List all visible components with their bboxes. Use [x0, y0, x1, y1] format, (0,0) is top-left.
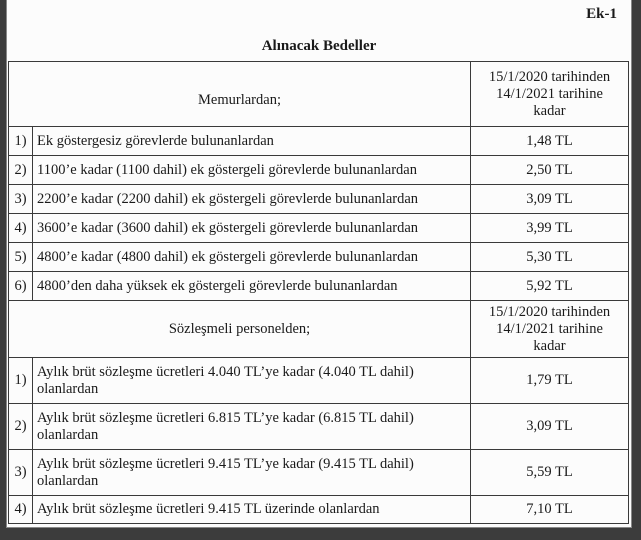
row-amount: 5,92 TL — [471, 272, 629, 301]
row-number: 2) — [9, 156, 33, 185]
table-row — [9, 496, 629, 524]
table-row — [9, 358, 629, 404]
row-number: 1) — [9, 358, 33, 404]
row-description: 2200’e kadar (2200 dahil) ek göstergeli görevlerde bulunanlardan — [33, 185, 471, 214]
section-label — [9, 62, 471, 127]
row-number: 6) — [9, 272, 33, 301]
section-header-civil-servants — [9, 62, 629, 127]
period-header-line: 15/1/2020 tarihinden — [488, 303, 611, 320]
row-number: 3) — [9, 185, 33, 214]
period-header — [471, 301, 629, 358]
row-number: 3) — [9, 450, 33, 496]
section-label-text: Sözleşmeli personelden; — [168, 320, 311, 337]
section-label-text: Memurlardan; — [198, 91, 281, 108]
section-label — [9, 301, 471, 358]
row-amount: 3,09 TL — [471, 404, 629, 450]
document-page — [7, 0, 631, 527]
row-number: 4) — [9, 496, 33, 524]
row-description: Aylık brüt sözleşme ücretleri 9.415 TL üzerinde olanlardan — [33, 496, 471, 524]
row-description: 4800’e kadar (4800 dahil) ek göstergeli görevlerde bulunanlardan — [33, 243, 471, 272]
row-description: 4800’den daha yüksek ek göstergeli görevlerde bulunanlardan — [33, 272, 471, 301]
row-description: 1100’e kadar (1100 dahil) ek göstergeli görevlerde bulunanlardan — [33, 156, 471, 185]
table-row — [9, 404, 629, 450]
table-row — [9, 185, 629, 214]
section-header-contract-staff — [9, 301, 629, 358]
row-amount: 3,09 TL — [471, 185, 629, 214]
row-amount: 7,10 TL — [471, 496, 629, 524]
period-header-line: kadar — [533, 102, 566, 119]
table-row — [9, 214, 629, 243]
row-description: Ek göstergesiz görevlerde bulunanlardan — [33, 127, 471, 156]
row-description: Aylık brüt sözleşme ücretleri 6.815 TL’ye kadar (6.815 TL dahil) olanlardan — [33, 404, 471, 450]
row-amount: 5,30 TL — [471, 243, 629, 272]
table-row — [9, 127, 629, 156]
row-number: 2) — [9, 404, 33, 450]
table-row — [9, 156, 629, 185]
row-amount: 3,99 TL — [471, 214, 629, 243]
row-description: 3600’e kadar (3600 dahil) ek göstergeli görevlerde bulunanlardan — [33, 214, 471, 243]
period-header-line: 15/1/2020 tarihinden — [488, 68, 611, 85]
document-title: Alınacak Bedeller — [261, 38, 377, 54]
row-amount: 5,59 TL — [471, 450, 629, 496]
row-number: 1) — [9, 127, 33, 156]
table-row — [9, 450, 629, 496]
row-amount: 1,48 TL — [471, 127, 629, 156]
row-amount: 2,50 TL — [471, 156, 629, 185]
annex-label: Ek-1 — [586, 6, 617, 22]
fee-table — [8, 61, 629, 524]
period-header-line: 14/1/2021 tarihine — [496, 320, 603, 337]
row-description: Aylık brüt sözleşme ücretleri 9.415 TL’ye kadar (9.415 TL dahil) olanlardan — [33, 450, 471, 496]
table-row — [9, 272, 629, 301]
period-header-line: 14/1/2021 tarihine — [496, 85, 603, 102]
row-number: 4) — [9, 214, 33, 243]
row-description: Aylık brüt sözleşme ücretleri 4.040 TL’ye kadar (4.040 TL dahil) olanlardan — [33, 358, 471, 404]
period-header-line: kadar — [533, 337, 566, 354]
table-row — [9, 243, 629, 272]
period-header — [471, 62, 629, 127]
row-amount: 1,79 TL — [471, 358, 629, 404]
row-number: 5) — [9, 243, 33, 272]
